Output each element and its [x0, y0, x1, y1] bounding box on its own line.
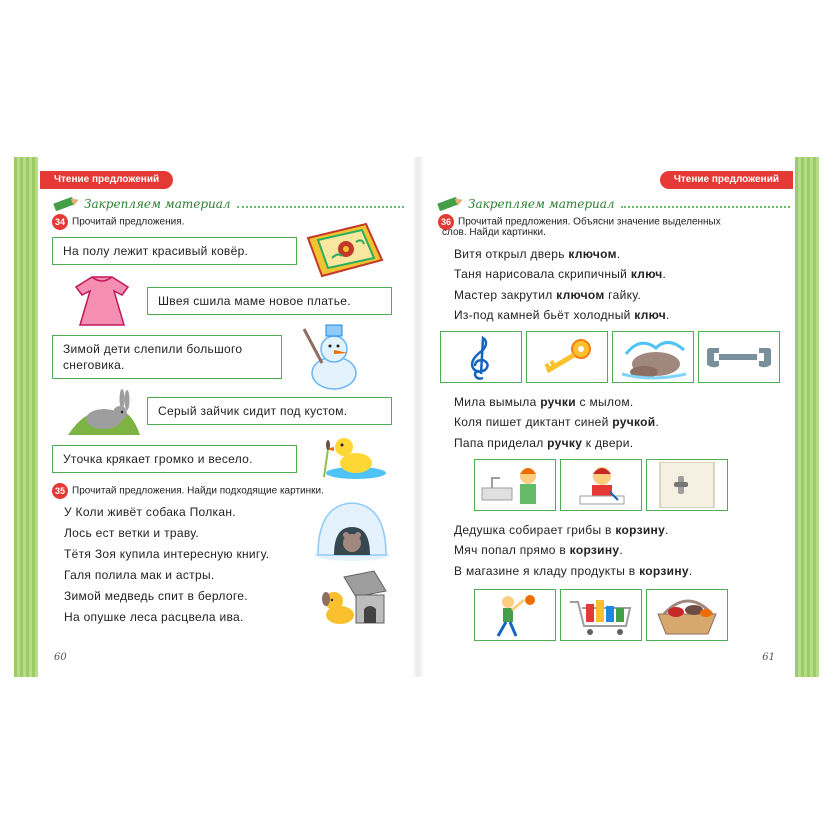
task-35-sentence-2: Лось ест ветки и траву. — [64, 526, 199, 540]
highlighted-word: ключом — [556, 288, 605, 302]
shopping-cart-picture — [560, 589, 642, 641]
mushroom-basket-picture — [646, 589, 728, 641]
task-36-number: 36 — [438, 214, 454, 230]
sentence-text: Коля пишет диктант синей — [454, 415, 613, 429]
boy-writing-icon — [564, 462, 638, 508]
pencil-icon — [438, 199, 464, 209]
sentence-text: Витя открыл дверь — [454, 247, 569, 261]
sentence-text: . — [616, 247, 621, 261]
task-36-instruction-line1: Прочитай предложения. Объясни значение выделенных — [458, 216, 721, 228]
sentence-box-2: Швея сшила маме новое платье. — [147, 287, 392, 315]
shopping-cart-icon — [564, 592, 638, 638]
right-section-title: Закрепляем материал — [468, 197, 615, 211]
snowman-illustration — [290, 319, 370, 391]
highlighted-word: ключ — [634, 308, 667, 322]
task-35-sentence-1: У Коли живёт собака Полкан. — [64, 505, 236, 519]
sentence-text: Папа приделал — [454, 436, 548, 450]
task-34-instruction: Прочитай предложения. — [72, 216, 185, 228]
highlighted-word: корзину — [569, 543, 620, 557]
sentence-text: . — [655, 415, 660, 429]
task-35-sentence-6: На опушке леса расцвела ива. — [64, 610, 244, 624]
left-section-heading — [54, 195, 404, 213]
bear-den-illustration — [312, 499, 392, 561]
task-35-instruction: Прочитай предложения. Найди подходящие картинки. — [72, 485, 324, 497]
basket-sentence-2 — [454, 543, 623, 557]
treble-clef-icon — [461, 334, 501, 380]
sentence-box-5: Уточка крякает громко и весело. — [52, 445, 297, 473]
highlighted-word: корзину — [615, 523, 666, 537]
wrench-icon — [707, 342, 771, 372]
basketball-player-icon — [478, 592, 552, 638]
key-sentence-1 — [454, 247, 620, 261]
handle-sentence-1 — [454, 395, 634, 409]
dotted-rule — [237, 200, 404, 208]
highlighted-word: ключ — [630, 267, 663, 281]
highlighted-word: ручку — [547, 436, 583, 450]
hare-illustration — [64, 379, 142, 437]
carpet-illustration — [302, 220, 386, 278]
highlighted-word: ручки — [540, 395, 576, 409]
spring-water-icon — [616, 334, 690, 380]
dotted-rule — [621, 200, 790, 208]
highlighted-word: ключом — [568, 247, 617, 261]
dress-illustration — [66, 273, 138, 329]
right-decorative-strip — [795, 157, 819, 677]
sentence-box-1: На полу лежит красивый ковёр. — [52, 237, 297, 265]
task-34-heading — [52, 214, 184, 230]
sentence-text: с мылом. — [575, 395, 634, 409]
task-36-instruction-line2: слов. Найди картинки. — [442, 227, 546, 238]
textbook-spread — [14, 157, 819, 677]
washing-hands-picture — [474, 459, 556, 511]
key-sentence-4 — [454, 308, 670, 322]
sentence-text: Мастер закрутил — [454, 288, 557, 302]
dog-kennel-illustration — [314, 567, 390, 631]
sentence-text: . — [662, 267, 667, 281]
sentence-text: Дедушка собирает грибы в — [454, 523, 616, 537]
left-section-title: Закрепляем материал — [84, 197, 231, 211]
right-page-number: 61 — [762, 652, 775, 663]
door-handle-icon — [650, 462, 724, 508]
highlighted-word: корзину — [639, 564, 689, 578]
writing-boy-picture — [560, 459, 642, 511]
sentence-text: В магазине я кладу продукты в — [454, 564, 640, 578]
task-35-sentence-5: Зимой медведь спит в берлоге. — [64, 589, 248, 603]
task-35-sentence-3: Тётя Зоя купила интересную книгу. — [64, 547, 270, 561]
pencil-icon — [54, 199, 80, 209]
sentence-text: Мила вымыла — [454, 395, 541, 409]
handle-sentence-3 — [454, 436, 633, 450]
right-page-header: Чтение предложений — [660, 171, 793, 189]
sentence-box-4: Серый зайчик сидит под кустом. — [147, 397, 392, 425]
book-gutter — [412, 157, 424, 677]
key-icon — [537, 337, 597, 377]
sentence-text: Таня нарисовала скрипичный — [454, 267, 631, 281]
door-handle-picture — [646, 459, 728, 511]
sentence-text: Мяч попал прямо в — [454, 543, 570, 557]
duckling-illustration — [310, 425, 390, 481]
sentence-text: Из-под камней бьёт холодный — [454, 308, 635, 322]
left-page-header: Чтение предложений — [40, 171, 173, 189]
key-sentence-3 — [454, 288, 641, 302]
highlighted-word: ручкой — [612, 415, 656, 429]
spring-picture — [612, 331, 694, 383]
sentence-text: гайку. — [604, 288, 641, 302]
task-35-heading — [52, 483, 324, 499]
left-decorative-strip — [14, 157, 38, 677]
door-key-picture — [526, 331, 608, 383]
sentence-box-3: Зимой дети слепили большого снеговика. — [52, 335, 282, 379]
key-sentence-2 — [454, 267, 666, 281]
mushroom-basket-icon — [650, 592, 724, 638]
basket-sentence-3 — [454, 564, 692, 578]
sentence-text: . — [666, 308, 670, 322]
sentence-text: к двери. — [582, 436, 634, 450]
sentence-text: . — [619, 543, 624, 557]
sentence-text: . — [665, 523, 669, 537]
left-page-number: 60 — [54, 652, 67, 663]
right-section-heading — [438, 195, 790, 213]
task-35-number: 35 — [52, 483, 68, 499]
girl-washing-icon — [478, 462, 552, 508]
basket-sentence-1 — [454, 523, 669, 537]
basketball-picture — [474, 589, 556, 641]
handle-sentence-2 — [454, 415, 659, 429]
wrench-picture — [698, 331, 780, 383]
task-35-sentence-4: Галя полила мак и астры. — [64, 568, 215, 582]
treble-clef-picture — [440, 331, 522, 383]
task-34-number: 34 — [52, 214, 68, 230]
sentence-text: . — [688, 564, 693, 578]
